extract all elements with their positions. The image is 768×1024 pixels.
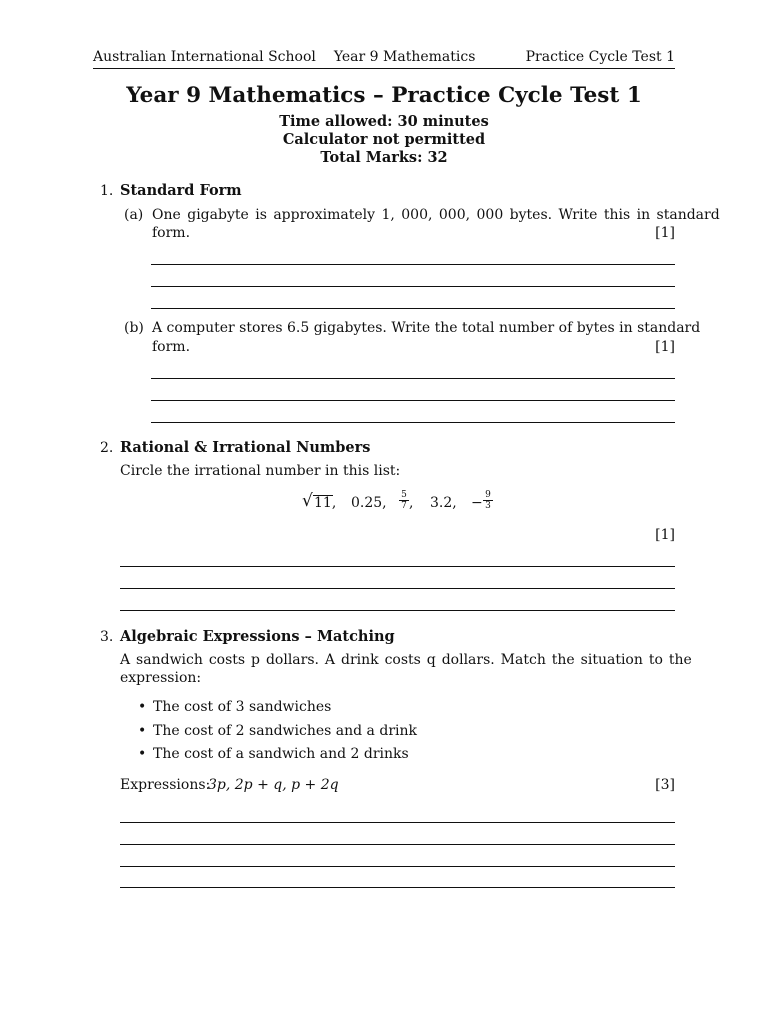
question-number: 3. xyxy=(100,629,114,645)
marks-badge: [1] xyxy=(655,225,675,241)
list-separator: , xyxy=(409,495,414,511)
question-text-cont: expression: xyxy=(120,670,202,686)
page-title: Year 9 Mathematics – Practice Cycle Test 1 xyxy=(126,83,642,108)
fraction-nine-thirds[interactable]: $\frac{9}{3}$ xyxy=(483,490,493,511)
school-name: Australian International School xyxy=(93,49,316,65)
bullet-icon: • xyxy=(138,746,147,762)
bullet-icon: • xyxy=(138,723,147,739)
marks-badge: [3] xyxy=(655,777,675,793)
answer-line[interactable] xyxy=(120,887,675,888)
expressions-list: 3p, 2p + q, p + 2q xyxy=(208,777,339,793)
expressions-label: Expressions: xyxy=(120,777,211,793)
answer-line[interactable] xyxy=(151,308,675,309)
list-item: The cost of a sandwich and 2 drinks xyxy=(153,746,409,762)
subquestion-text-cont: form. xyxy=(152,225,191,241)
course-name: Year 9 Mathematics xyxy=(333,49,476,65)
time-allowed: Time allowed: 30 minutes xyxy=(279,113,489,130)
question-number: 2. xyxy=(100,440,114,456)
list-item: The cost of 3 sandwiches xyxy=(153,699,332,715)
answer-line[interactable] xyxy=(120,566,675,567)
question-text: A sandwich costs p dollars. A drink costs q dollars. Match the situation to the xyxy=(120,652,692,668)
subquestion-text: One gigabyte is approximately 1, 000, 000, 000 bytes. Write this in standard xyxy=(152,207,720,223)
answer-line[interactable] xyxy=(120,822,675,823)
question-title: Standard Form xyxy=(120,182,242,199)
question-title: Algebraic Expressions – Matching xyxy=(120,628,395,645)
answer-line[interactable] xyxy=(120,844,675,845)
bullet-icon: • xyxy=(138,699,147,715)
minus-sign: − xyxy=(471,495,483,511)
answer-line[interactable] xyxy=(151,378,675,379)
sqrt-eleven[interactable]: 11, xyxy=(314,495,337,511)
subquestion-label: (b) xyxy=(124,320,144,336)
marks-badge: [1] xyxy=(655,339,675,355)
total-marks: Total Marks: 32 xyxy=(320,149,448,166)
answer-line[interactable] xyxy=(151,264,675,265)
calculator-note: Calculator not permitted xyxy=(282,131,486,148)
subquestion-text: A computer stores 6.5 gigabytes. Write the total number of bytes in standard xyxy=(152,320,701,336)
answer-line[interactable] xyxy=(120,610,675,611)
question-number: 1. xyxy=(100,183,114,199)
answer-line[interactable] xyxy=(120,588,675,589)
marks-badge: [1] xyxy=(655,527,675,543)
question-title: Rational & Irrational Numbers xyxy=(120,439,371,456)
subquestion-label: (a) xyxy=(124,207,144,223)
answer-line[interactable] xyxy=(120,866,675,867)
answer-line[interactable] xyxy=(151,286,675,287)
subquestion-text-cont: form. xyxy=(152,339,191,355)
answer-line[interactable] xyxy=(151,400,675,401)
decimal-value[interactable]: 0.25, xyxy=(351,495,387,511)
question-instruction: Circle the irrational number in this list: xyxy=(120,463,401,479)
header-rule xyxy=(93,68,675,69)
number-list xyxy=(0,490,768,520)
fraction-five-sevenths[interactable]: $\frac{5}{7}$ xyxy=(399,490,409,511)
answer-line[interactable] xyxy=(151,422,675,423)
sqrt-symbol: √ xyxy=(302,491,313,511)
decimal-value-two[interactable]: 3.2, xyxy=(430,495,457,511)
test-name: Practice Cycle Test 1 xyxy=(525,49,675,65)
list-item: The cost of 2 sandwiches and a drink xyxy=(153,723,417,739)
